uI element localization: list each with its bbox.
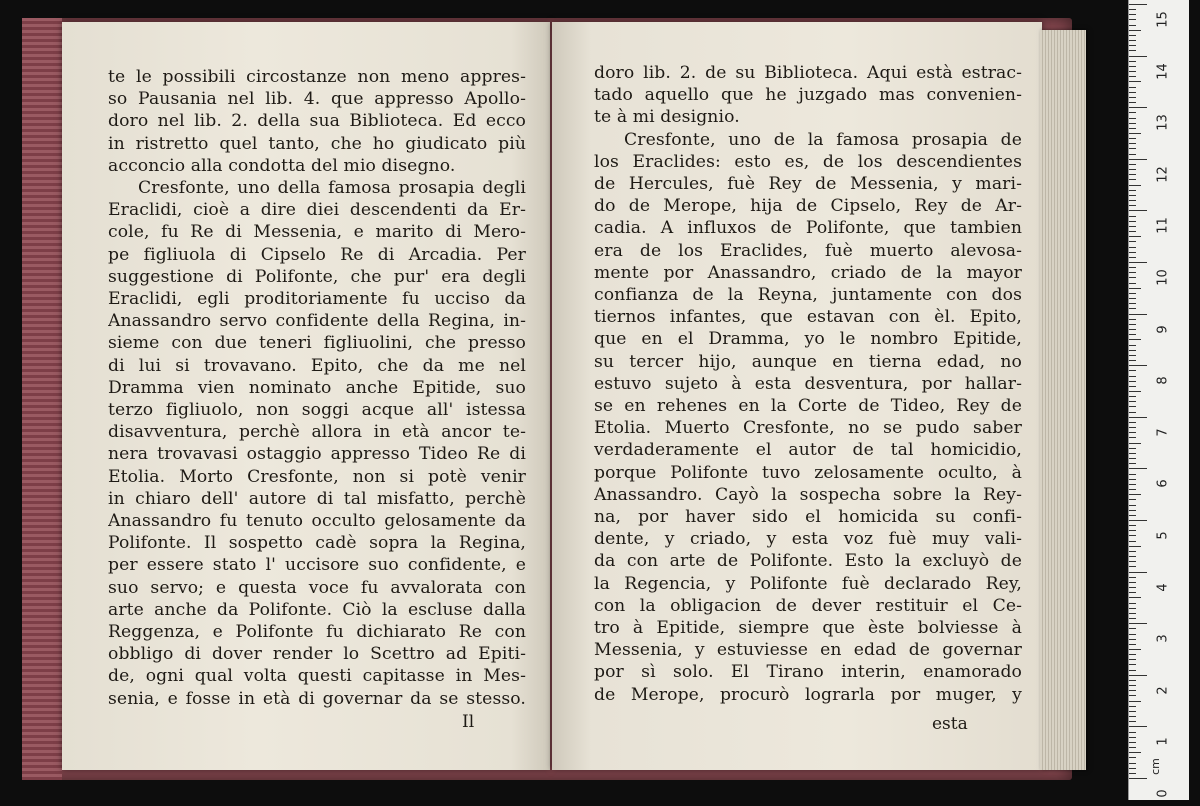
text-line: Eraclidi, cioè a dire diei descendenti da Er- [108, 200, 526, 221]
ruler-tick [1129, 443, 1141, 444]
cover-spine-edge [22, 18, 62, 780]
ruler-tick [1129, 649, 1141, 650]
ruler-tick [1129, 205, 1136, 206]
ruler-tick [1129, 670, 1136, 671]
ruler-tick [1129, 510, 1136, 511]
ruler-tick [1129, 551, 1136, 552]
ruler-tick [1129, 412, 1136, 413]
ruler-tick [1129, 701, 1141, 702]
text-line: doro nel lib. 2. della sua Biblioteca. Ed ecco [108, 111, 526, 132]
ruler-tick [1129, 226, 1136, 227]
ruler-tick [1129, 25, 1136, 26]
text-line: in chiaro dell' autore di tal misfatto, perchè [108, 488, 526, 509]
ruler-tick [1129, 221, 1136, 222]
text-line: Anassandro servo confidente della Regina, in- [108, 311, 526, 332]
ruler-tick [1129, 489, 1136, 490]
text-line: terzo figliuolo, non soggi acque all' istessa [108, 400, 526, 421]
text-line: porque Polifonte tuvo zelosamente oculto, à [594, 462, 1022, 483]
ruler-tick [1129, 592, 1136, 593]
ruler-tick [1129, 757, 1136, 758]
ruler-tick [1129, 613, 1136, 614]
ruler-tick [1129, 97, 1136, 98]
text-line: verdaderamente el autor de tal homicidio, [594, 440, 1022, 461]
ruler-tick [1129, 566, 1136, 567]
ruler-tick [1129, 659, 1136, 660]
ruler-tick [1129, 71, 1136, 72]
ruler-tick [1129, 541, 1136, 542]
text-line: senia, e fosse in età di governar da se stesso. [108, 688, 526, 709]
ruler-tick [1129, 81, 1141, 82]
ruler-tick [1129, 174, 1136, 175]
ruler-tick [1129, 169, 1136, 170]
ruler-tick [1129, 112, 1136, 113]
text-line: doro lib. 2. de su Biblioteca. Aqui està estrac- [594, 63, 1022, 83]
ruler-tick [1129, 154, 1136, 155]
ruler-tick [1129, 283, 1136, 284]
text-line: nera trovavasi ostaggio appresso Tideo Re di [108, 444, 526, 465]
ruler-tick [1129, 14, 1136, 15]
ruler-number: 1 [1155, 737, 1171, 747]
ruler-tick [1129, 61, 1136, 62]
ruler-tick [1129, 381, 1136, 382]
ruler-tick [1129, 587, 1136, 588]
ruler-tick [1129, 608, 1136, 609]
ruler-tick [1129, 778, 1147, 779]
ruler-tick [1129, 572, 1147, 573]
ruler-tick [1129, 314, 1147, 315]
ruler-tick [1129, 453, 1136, 454]
ruler-tick [1129, 726, 1147, 727]
measurement-ruler [1128, 0, 1189, 800]
ruler-number: 5 [1155, 531, 1171, 540]
ruler-tick [1129, 577, 1136, 578]
ruler-tick [1129, 56, 1147, 57]
ruler-tick [1129, 257, 1136, 258]
right-page [552, 22, 1042, 770]
right-catchword: esta [932, 714, 968, 734]
ruler-tick [1129, 406, 1136, 407]
ruler-number: 0 [1155, 789, 1171, 798]
ruler-tick [1129, 365, 1147, 366]
text-line: te à mi designio. [594, 107, 740, 128]
ruler-tick [1129, 468, 1147, 469]
ruler-tick [1129, 30, 1141, 31]
text-line: acconcio alla condotta del mio disegno. [108, 155, 456, 176]
ruler-tick [1129, 664, 1136, 665]
ruler-number: 9 [1155, 324, 1171, 334]
text-line: de Hercules, fuè Rey de Messenia, y mari- [594, 174, 1022, 195]
ruler-number: 13 [1155, 114, 1171, 131]
text-line: suggestione di Polifonte, che pur' era degli [108, 266, 526, 287]
ruler-tick [1129, 288, 1141, 289]
ruler-tick [1129, 685, 1136, 686]
text-line: Etolia. Morto Cresfonte, non si potè venir [108, 466, 526, 487]
ruler-tick [1129, 76, 1136, 77]
ruler-tick [1129, 386, 1136, 387]
ruler-number: 14 [1155, 62, 1171, 80]
ruler-tick [1129, 376, 1136, 377]
ruler-tick [1129, 210, 1147, 211]
text-line: tro à Epitide, siempre que èste bolviesse à [594, 618, 1022, 639]
ruler-tick [1129, 773, 1136, 774]
ruler-tick [1129, 520, 1147, 521]
ruler-tick [1129, 721, 1136, 722]
ruler-tick [1129, 525, 1136, 526]
text-line: la Regencia, y Polifonte fuè declarado Rey, [594, 573, 1022, 594]
ruler-tick [1129, 267, 1136, 268]
right-page-text [594, 62, 1022, 706]
ruler-tick [1129, 308, 1136, 309]
text-line: Dramma vien nominato anche Epitide, suo [108, 377, 526, 398]
ruler-tick [1129, 732, 1136, 733]
ruler-number: 6 [1155, 479, 1171, 489]
ruler-number: 7 [1155, 428, 1171, 437]
ruler-tick [1129, 396, 1136, 397]
text-line: pe figliuola di Cipselo Re di Arcadia. Per [108, 244, 526, 265]
ruler-unit: cm [1148, 758, 1162, 775]
ruler-tick [1129, 556, 1136, 557]
text-line: disavventura, perchè allora in età ancor te- [108, 422, 526, 443]
ruler-tick [1129, 474, 1136, 475]
ruler-number: 11 [1155, 217, 1171, 235]
ruler-tick [1129, 768, 1136, 769]
text-line: te le possibili circostanze non meno appres- [108, 67, 526, 87]
ruler-tick [1129, 737, 1136, 738]
text-line: era de los Eraclides, fuè muerto alevosa- [594, 240, 1022, 261]
ruler-tick [1129, 334, 1136, 335]
ruler-tick [1129, 628, 1136, 629]
ruler-tick [1129, 179, 1136, 180]
ruler-tick [1129, 87, 1136, 88]
text-line: mente por Anassandro, criado de la mayor [594, 262, 1022, 283]
ruler-tick [1129, 695, 1136, 696]
ruler-tick [1129, 272, 1136, 273]
text-line: Etolia. Muerto Cresfonte, no se pudo saber [594, 418, 1022, 439]
ruler-tick [1129, 50, 1136, 51]
ruler-number: 8 [1155, 376, 1171, 385]
ruler-tick [1129, 107, 1147, 108]
ruler-tick [1129, 102, 1136, 103]
ruler-tick [1129, 164, 1136, 165]
text-line: su tercer hijo, aunque en tierna edad, no [594, 351, 1022, 372]
ruler-tick [1129, 530, 1136, 531]
ruler-tick [1129, 463, 1136, 464]
ruler-tick [1129, 252, 1136, 253]
ruler-tick [1129, 432, 1136, 433]
ruler-tick [1129, 690, 1136, 691]
ruler-tick [1129, 241, 1136, 242]
ruler-tick [1129, 159, 1147, 160]
text-line: por sì solo. El Tirano interin, enamorado [594, 662, 1022, 683]
ruler-tick [1129, 618, 1136, 619]
ruler-tick [1129, 19, 1136, 20]
ruler-tick [1129, 185, 1141, 186]
ruler-tick [1129, 236, 1141, 237]
ruler-tick [1129, 639, 1136, 640]
ruler-tick [1129, 324, 1136, 325]
text-line: Anassandro fu tenuto occulto gelosamente da [108, 511, 526, 532]
ruler-tick [1129, 752, 1141, 753]
ruler-tick [1129, 634, 1136, 635]
ruler-tick [1129, 190, 1136, 191]
ruler-tick [1129, 437, 1136, 438]
ruler-tick [1129, 546, 1141, 547]
ruler-number: 10 [1155, 269, 1171, 286]
text-line: con la obligacion de dever restituir el Ce- [594, 595, 1022, 616]
text-line: Cresfonte, uno della famosa prosapia degli [138, 178, 526, 199]
ruler-tick [1129, 345, 1136, 346]
text-line: arte anche da Polifonte. Ciò la escluse dalla [108, 599, 526, 620]
ruler-tick [1129, 277, 1136, 278]
text-line: estuvo sujeto à esta desventura, por hallar- [594, 373, 1022, 394]
ruler-tick [1129, 123, 1136, 124]
ruler-tick [1129, 247, 1136, 248]
text-line: so Pausania nel lib. 4. que appresso Apollo- [108, 89, 526, 110]
ruler-tick [1129, 515, 1136, 516]
text-line: suo servo; e questa voce fu avvalorata con [108, 577, 526, 598]
left-page [62, 22, 550, 770]
ruler-tick [1129, 535, 1136, 536]
ruler-tick [1129, 298, 1136, 299]
text-line: do de Merope, hija de Cipselo, Rey de Ar- [594, 196, 1022, 217]
ruler-tick [1129, 654, 1136, 655]
text-line: na, por haver sido el homicida su confi- [594, 507, 1022, 528]
ruler-tick [1129, 448, 1136, 449]
left-catchword: Il [462, 712, 475, 732]
ruler-tick [1129, 143, 1136, 144]
ruler-tick [1129, 92, 1136, 93]
ruler-tick [1129, 66, 1136, 67]
ruler-tick [1129, 216, 1136, 217]
text-line: di lui si trovavano. Epito, che da me nel [108, 355, 526, 376]
ruler-tick [1129, 494, 1141, 495]
ruler-tick [1129, 40, 1136, 41]
text-line: sieme con due teneri figliuolini, che presso [108, 333, 526, 354]
text-line: in ristretto quel tanto, che ho giudicato più [108, 133, 526, 154]
ruler-tick [1129, 133, 1141, 134]
ruler-tick [1129, 505, 1136, 506]
ruler-number: 2 [1155, 686, 1171, 695]
ruler-tick [1129, 4, 1147, 5]
ruler-tick [1129, 499, 1136, 500]
ruler-tick [1129, 623, 1147, 624]
text-line: Polifonte. Il sospetto cadè sopra la Regina, [108, 533, 526, 554]
ruler-tick [1129, 35, 1136, 36]
ruler-tick [1129, 45, 1136, 46]
ruler-tick [1129, 747, 1136, 748]
ruler-tick [1129, 401, 1136, 402]
ruler-tick [1129, 128, 1136, 129]
ruler-tick [1129, 763, 1136, 764]
ruler-tick [1129, 370, 1136, 371]
ruler-tick [1129, 706, 1136, 707]
ruler-tick [1129, 479, 1136, 480]
text-line: per essere stato l' uccisore suo confidente, e [108, 555, 526, 576]
text-line: se en rehenes en la Corte de Tideo, Rey de [594, 396, 1022, 417]
text-line: Messenia, y estuviesse en edad de governar [594, 640, 1022, 661]
ruler-tick [1129, 711, 1136, 712]
ruler-tick [1129, 675, 1147, 676]
text-line: Anassandro. Cayò la sospecha sobre la Rey- [594, 484, 1022, 505]
text-line: de Merope, procurò lograrla por muger, y [594, 684, 1022, 705]
ruler-number: 12 [1155, 166, 1171, 183]
ruler-tick [1129, 603, 1136, 604]
text-line: dente, y criado, y esta voz fuè muy vali- [594, 529, 1022, 550]
left-page-text [108, 66, 526, 710]
ruler-tick [1129, 484, 1136, 485]
ruler-tick [1129, 391, 1141, 392]
ruler-tick [1129, 148, 1136, 149]
ruler-tick [1129, 742, 1136, 743]
ruler-tick [1129, 200, 1136, 201]
ruler-tick [1129, 329, 1136, 330]
ruler-tick [1129, 597, 1141, 598]
page-edges [1040, 30, 1086, 770]
ruler-tick [1129, 561, 1136, 562]
ruler-tick [1129, 293, 1136, 294]
ruler-tick [1129, 680, 1136, 681]
ruler-tick [1129, 716, 1136, 717]
ruler-tick [1129, 355, 1136, 356]
ruler-tick [1129, 118, 1136, 119]
text-line: cole, fu Re di Messenia, e marito di Mero- [108, 222, 526, 243]
ruler-tick [1129, 417, 1147, 418]
ruler-number: 4 [1155, 582, 1171, 592]
text-line: Reggenza, e Polifonte fu dichiarato Re con [108, 622, 526, 643]
ruler-tick [1129, 303, 1136, 304]
ruler-tick [1129, 262, 1147, 263]
text-line: da con arte de Polifonte. Esto la excluyò de [594, 551, 1022, 572]
ruler-tick [1129, 9, 1136, 10]
ruler-tick [1129, 319, 1136, 320]
ruler-tick [1129, 427, 1136, 428]
ruler-tick [1129, 231, 1136, 232]
ruler-tick [1129, 138, 1136, 139]
text-line: obbligo di dover render lo Scettro ad Epiti- [108, 644, 526, 665]
text-line: de, ogni qual volta questi capitasse in Mes- [108, 666, 526, 687]
text-line: cadia. A influxos de Polifonte, que tambien [594, 218, 1022, 239]
text-line: los Eraclides: esto es, de los descendientes [594, 151, 1022, 172]
text-line: Cresfonte, uno de la famosa prosapia de [624, 129, 1022, 150]
ruler-tick [1129, 582, 1136, 583]
text-line: tiernos infantes, que estavan con èl. Epito, [594, 307, 1022, 328]
ruler-number: 3 [1155, 634, 1171, 643]
text-line: Eraclidi, egli proditoriamente fu ucciso da [108, 289, 526, 310]
ruler-tick [1129, 195, 1136, 196]
ruler-tick [1129, 458, 1136, 459]
ruler-tick [1129, 644, 1136, 645]
ruler-number: 15 [1155, 11, 1171, 28]
ruler-tick [1129, 339, 1141, 340]
text-line: confianza de la Reyna, juntamente con dos [594, 285, 1022, 306]
text-line: que en el Dramma, yo le nombro Epitide, [594, 329, 1022, 350]
ruler-tick [1129, 350, 1136, 351]
text-line: tado aquello que he juzgado mas convenien- [594, 85, 1022, 106]
ruler-tick [1129, 422, 1136, 423]
ruler-tick [1129, 360, 1136, 361]
